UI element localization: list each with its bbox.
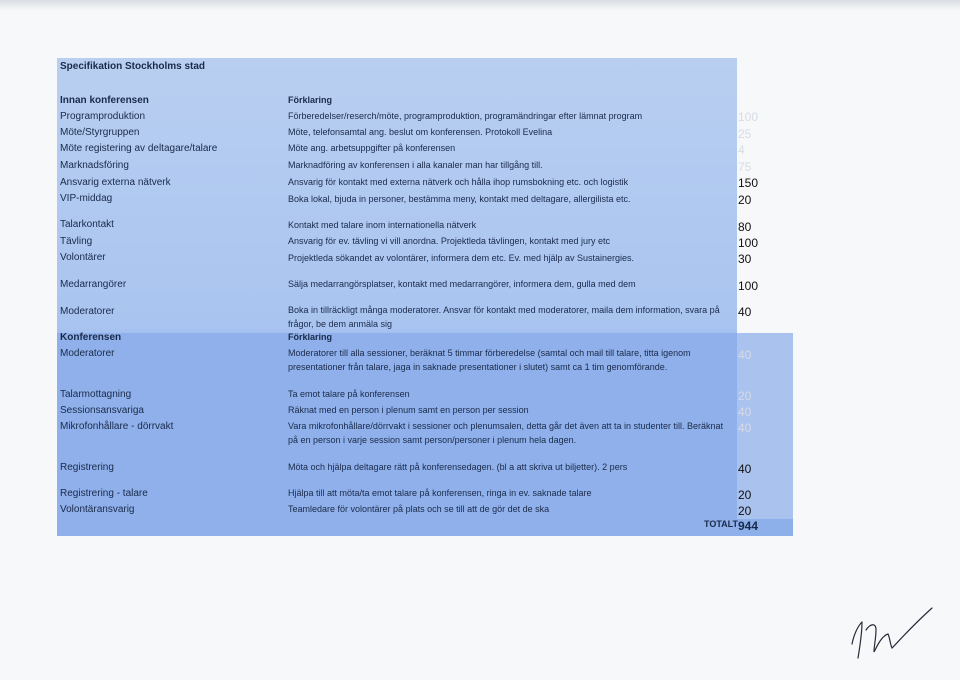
section-header-conference: Konferensen	[60, 332, 122, 343]
row-label: Registrering - talare	[60, 488, 148, 499]
row-label: VIP-middag	[60, 193, 113, 204]
desc-header-conference: Förklaring	[288, 332, 333, 342]
row-desc: Möte ang. arbetsuppgifter på konferensen	[288, 143, 456, 153]
row-value: 80	[738, 220, 752, 234]
row-desc: Möte, telefonsamtal ang. beslut om konferensen. Protokoll Evelina	[288, 127, 553, 137]
row-label: Talarmottagning	[60, 389, 132, 400]
row-value: 40	[738, 405, 752, 419]
row-value: 100	[738, 236, 759, 250]
row-desc: Ta emot talare på konferensen	[288, 389, 410, 399]
row-label: Ansvarig externa nätverk	[60, 177, 171, 188]
row-desc: Vara mikrofonhållare/dörrvakt i sessioner och plenumsalen, detta går det även att ta in studenter till. Beräknat på en person i varje session samt person/personer i plenum hela dagen.	[288, 421, 724, 445]
row-desc: Räknat med en person i plenum samt en person per session	[288, 405, 529, 415]
row-label: Möte registering av deltagare/talare	[60, 143, 218, 154]
scan-edge	[0, 0, 960, 10]
row-label: Medarrangörer	[60, 279, 127, 290]
row-desc: Projektleda sökandet av volontärer, informera dem etc. Ev. med hjälp av Sustainergies.	[288, 253, 635, 263]
signature-mark	[840, 600, 940, 664]
row-desc: Möta och hjälpa deltagare rätt på konferensedagen. (bl a att skriva ut biljetter). 2 pers	[288, 462, 628, 472]
row-desc: Ansvarig för ev. tävling vi vill anordna. Projektleda tävlingen, kontakt med jury etc	[288, 236, 610, 246]
row-value: 100	[738, 110, 759, 124]
row-desc: Ansvarig för kontakt med externa nätverk och hålla ihop rumsbokning etc. och logistik	[288, 177, 629, 187]
desc-header-before: Förklaring	[288, 95, 333, 105]
row-value: 20	[738, 389, 752, 403]
row-label: Sessionsansvariga	[60, 405, 144, 416]
row-desc: Kontakt med talare inom internationella nätverk	[288, 220, 477, 230]
page-title: Specifikation Stockholms stad	[60, 61, 206, 72]
row-label: Mikrofonhållare - dörrvakt	[60, 421, 174, 432]
row-desc: Förberedelser/reserch/möte, programproduktion, programändringar efter lämnat program	[288, 111, 643, 121]
row-value: 40	[738, 421, 752, 435]
row-label: Volontärer	[60, 252, 106, 263]
total-value: 944	[738, 519, 759, 533]
section-header-before: Innan konferensen	[60, 95, 149, 106]
row-label: Marknadsföring	[60, 160, 129, 171]
row-label: Möte/Styrgruppen	[60, 127, 140, 138]
row-label: Tävling	[60, 236, 93, 247]
row-desc: Sälja medarrangörsplatser, kontakt med medarrangörer, informera dem, gulla med dem	[288, 279, 636, 289]
row-desc: Hjälpa till att möta/ta emot talare på konferensen, ringa in ev. saknade talare	[288, 488, 592, 498]
row-value: 150	[738, 176, 759, 190]
row-desc: Marknadföring av konferensen i alla kanaler man har tillgång till.	[288, 160, 543, 170]
row-label: Moderatorer	[60, 306, 115, 317]
row-value: 20	[738, 488, 752, 502]
row-desc: Teamledare för volontärer på plats och se till att de gör det de ska	[288, 504, 550, 514]
row-value: 75	[738, 160, 752, 174]
row-value: 30	[738, 252, 752, 266]
row-label: Talarkontakt	[60, 219, 114, 230]
row-value: 20	[738, 504, 752, 518]
row-value: 40	[738, 462, 752, 476]
row-label: Programproduktion	[60, 111, 146, 122]
row-desc: Boka lokal, bjuda in personer, bestämma meny, kontakt med deltagare, allergilista etc.	[288, 194, 631, 204]
row-label: Volontäransvarig	[60, 504, 135, 515]
row-value: 4	[738, 143, 745, 157]
row-label: Registrering	[60, 462, 114, 473]
row-value: 40	[738, 305, 752, 319]
row-desc: Boka in tillräckligt många moderatorer. Ansvar för kontakt med moderatorer, maila dem information, svara på frågor, be dem anmäla sig	[288, 305, 720, 329]
row-value: 25	[738, 127, 752, 141]
row-desc: Moderatorer till alla sessioner, beräknat 5 timmar förberedelse (samtal och mail till talare, titta igenom presentationer från talare, jaga in saknade presentationer i slutet) samt ca 1 tim genomförande.	[288, 348, 691, 372]
row-label: Moderatorer	[60, 348, 115, 359]
row-value: 20	[738, 193, 752, 207]
row-value: 100	[738, 279, 759, 293]
total-label: TOTALT	[704, 519, 738, 529]
row-value: 40	[738, 348, 752, 362]
